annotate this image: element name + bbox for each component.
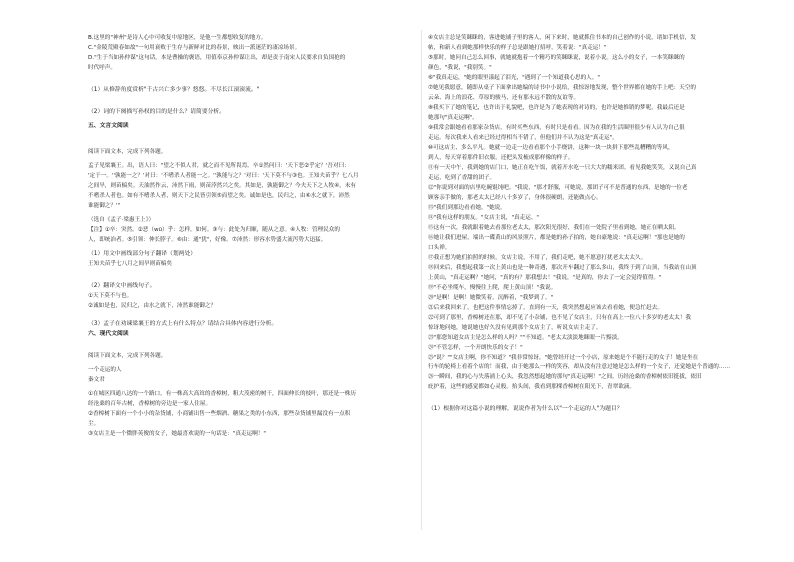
story-line-r33: ㉕"说？""女店主啊，你不知道？"我非常惊讶，"她曾经开过一个小店，原来她是个不能行走的女子！她是坐在 [428, 354, 699, 361]
story-line-r6: ⑦她见我愿意，随即从桌子下面拿出她编的诗书中小说给，我惊讶地发现，整个世界都在她的手上吧：天空的 [428, 84, 696, 91]
story-line-r29: ㉒可到了那里，香樟树还在那，却不见了小杂铺，也不见了女店主，只有在高上一位八十多岁的老太太！我 [428, 314, 691, 321]
story-line-r20: ⑮这有一次，我就跟着她去看那位老太太，那次阳光很好，我们在一处院子里看到她，她正在晒太阳。 [428, 224, 680, 231]
classical-text-line5: 谁能御之？'" [88, 202, 121, 209]
story-para1-line1: ①在城区四通八达的一个路口，有一株高大高耸的香樟树，粗大茂密的树干，四面伸长的枝叶，那还是一株历 [88, 390, 356, 397]
section-6-heading: 六、现代文阅读 [88, 330, 129, 337]
question-b-item2: ②诚如是也，民归之，由水之就下，沛然谁能御之？ [88, 302, 217, 309]
story-line-r30: 惊讶地问她，她说她也好久没有见到那个女店主了，听说女店主走了。 [428, 324, 602, 331]
story-para2-line2: 尘。 [88, 420, 100, 427]
story-line-r24: ⑱回来后，我想起我第一次上黄山也是一种奇遇，那次开车翻过了那么多山，我终于到了山顶，当我站在山顶 [428, 264, 697, 271]
story-line-r16: ⑫"你说到对面的店里吃碗馄饨吧。"我说，"那才舒服，可她说，那团子可不是普通的东西，是她的一位老 [428, 184, 688, 191]
story-line-r34: 行车的轮椅上看着个店的！而我，由于她那么一样的笑容，却从没有注意过她是怎么样的一个女子，还觉她是个普通的…… [428, 364, 731, 371]
story-line-r26: ⑲"不必坐缆车，慢慢往上爬，爬上黄山顶！"我说。 [428, 284, 557, 291]
story-line-r18: ⑬"我们到那边看看她。"她说。 [428, 204, 506, 211]
story-para3: ③女店主是一个微胖英俊的女子，她最喜欢说的一句话是："真走运啊！" [88, 430, 266, 437]
classical-text-source: （选自《孟子·梁惠王上》） [88, 216, 155, 223]
option-d-line1: D."生于当如孙仲谋"这句话，本是曹操的褒语，用值奉京孙仲谋让出，却是责于南宋人民要求自负国抢的 [88, 54, 346, 61]
question-b-item1: ①天下莫不与也。 [88, 292, 133, 299]
story-line-r1: ④女店主总是笑眯眯的，客进她铺子里的客人，闲下来时，她就抓住书本的自己创作的小说，诸如手机信，发 [428, 35, 696, 41]
question-a: （1）用文中画线部分句子翻译（划两处） [88, 250, 197, 257]
story-line-r7: 云朵、海上的浪花、草原的骏马，还有那永远不散的友谊等。 [428, 94, 580, 101]
story-line-r17: 顾客亲手做的，那老太太已经八十多岁了，身体很硬朗，还能做点心。 [428, 194, 602, 201]
story-line-r22: 口头禅。 [428, 244, 451, 251]
annotation-line2: 人，即统治者。⑤引领：伸长脖子。⑥由：通"犹"，好像。⑦沛然：形容水势盛大流泻势大迅猛。 [88, 236, 327, 243]
story-line-r15: 走运，吃到了香甜的团子。 [428, 174, 496, 181]
section-5-intro: 阅读下面文本，完成下列各题。 [88, 148, 167, 155]
story-line-r21: ⑯她让我们进屋，端出一碟黄山的风景照片，都是她的孙子拍的，她自豪地说："真走运啊！"那也是她的 [428, 234, 685, 241]
classical-text-line1: 孟子见梁襄王。出，语人曰："望之不似人君，就之而不见所畏焉。卒①然问曰：'天下恶②乎定？'吾对曰： [88, 162, 350, 169]
classical-text-line3: 之间旱，则苗槁矣。天油然作云，沛然下雨，则苗浡然兴之矣。其如是，孰能御之？今夫天下之人牧④，未有 [88, 182, 356, 189]
story-line-r9: 她那句"真走运啊"。 [428, 114, 478, 121]
story-line-r3: ⑤那时，她问自己怎么回事，就她就抱着一个精巧的笑眯眯说，说着小说。这么小的女子，一本笑眯眯的 [428, 54, 685, 61]
story-para2-line1: ②香樟树下面有一个小小的杂货铺，小商铺出售一些烟酒、糖果之类的小东西，那些杂货铺里漏没有一点积 [88, 410, 351, 417]
section-5-heading: 五、文言文阅读 [88, 122, 129, 129]
option-d-line2: 时代呼声。 [88, 64, 116, 71]
story-line-r5: ⑥"我真走运，"她的眼里漾起了泪光，"遇到了一个知道我心思的人。" [428, 74, 600, 81]
story-line-r23: ⑰我正想为她们拍照的时候，女店主说，不用了，我们走吧，她不愿意打扰老太太太久。 [428, 254, 647, 261]
story-line-r4: 颜色，"我说，"我别笑。" [428, 64, 492, 71]
story-para1-line2: 经沧桑的百年古树，香樟树的旁边是一家人住屋。 [88, 400, 212, 407]
question-b: （2）翻译文中画线句子。 [88, 282, 156, 289]
story-question-1: （1）根据你对这篇小说的理解，说说作者为什么以"一个走运的人"为题目？ [428, 406, 623, 413]
option-c: C."金陵荒殿春如故"一句用衰败于生存与新鲜对比的春景，映出一派迷茫的凄凉场景。 [88, 44, 301, 51]
story-line-r14: ⑪有一天中午，我到她的店门口，她正在吃午饭，就着开水吃一只大大的糯米团。看见我她笑笑，又说自己真 [428, 164, 697, 171]
story-line-r36: 庇护着，这些的感觉都如心灵般。抬头间，我看到那棵香樟树在阳光下，青翠欲滴。 [428, 384, 635, 391]
story-title: 一个走运的人 [88, 366, 122, 373]
option-b: B.这里的"神州"是诗人心中可收复中原地区，是他一生都想收复的地方。 [88, 35, 267, 41]
story-author: 秦文君 [88, 376, 105, 383]
story-line-r12: ⑩可这店主，多么平凡。她就一边走一边看看那个小手烧饼，这种一块一块拼下那些乱糟糟的等风， [428, 144, 674, 151]
annotation-line1: 【注】①卒：突然。②恶（wū）乎：怎样，如何。③与：此处为归顺，随从之意。④人牧：管理民众的 [88, 226, 340, 233]
story-line-r28: ㉑后来我回来了，也把这件事情忘掉了，直到有一天，我突然想起应该去看看她，便急忙赶去。 [428, 304, 663, 311]
section-6-intro: 阅读下面文本，完成下列各题。 [88, 352, 167, 359]
story-line-r11: 走运。每次我来人看来已经过得相当不错了，但他们并不认为这是"真走运"， [428, 134, 618, 141]
left-column [88, 34, 418, 440]
story-line-r19: ⑭"我有这样的朋友。"女店主说，"真走运。" [428, 214, 539, 221]
story-line-r25: 上黄山，"真走运啊？"她问，"真的有？那我想去！"我说，"是真的，你去了一定会觉得值得。" [428, 274, 662, 281]
story-line-r35: ㉖一瞬间，我的心与失落涌上心头，我忽然想起她的那句"真走运啊！"之间，历经沧桑的香樟树依旧挺拔，依旧 [428, 374, 702, 381]
right-column [428, 34, 758, 415]
question-2: （2）词的下阕描写孙权的目的是什么？请简要分析。 [88, 108, 226, 115]
question-a-text: 王知夫苗乎七八月之间旱则苗槁矣 [88, 260, 172, 267]
classical-text-line2: '定于一。''孰能一之？'对曰：'不嗜杀人者能一之。''孰能与之？'对曰：'天下莫不与③也。王知夫苗乎？七八月 [88, 172, 359, 179]
story-line-r32: ㉔"不管怎样，一个开朗快乐的女子！" [428, 344, 523, 351]
question-c: （3）孟子在劝谏梁襄王的方式上有什么特点？请结合具体内容进行分析。 [88, 320, 278, 327]
story-line-r13: 到人，每天穿着那件旧衣服，还把头发梳成那样像的样子。 [428, 154, 574, 161]
story-line-r8: ⑧我买下了她的笔记，也许出于礼貌吧，也许是为了她表现的对诗的，也许是她推销的梦呢，我最后还是 [428, 104, 685, 111]
story-line-r27: ⑳"是啊！是啊！她微笑着，沉醉着，"我梦到了。" [428, 294, 554, 301]
column-divider [421, 30, 422, 530]
classical-text-line4: 不嗜杀人者也。如有不嗜杀人者，则天下之民皆引领⑤而望之矣。诚如是也，民归之，由⑥水之就下，沛然 [88, 192, 350, 199]
story-line-r31: ㉓"那您知道女店主是怎么样的人吗？""不知道。"老太太淡淡地眯眼一片黯淡。 [428, 334, 623, 341]
question-1: （1）从修辞角度赏析"千古兴亡多少事？悠悠。不尽长江滚滚流。" [88, 86, 260, 93]
story-line-r10: ⑨我常会跟她看看那家杂货店，有时买些东西，有时只是看看。因为在我的生活圈里很少有人认为自己很 [428, 124, 685, 131]
story-line-r2: 帖，和新人看到她那样快乐的样子总是跟她打招呼，笑着说："真走运！" [428, 44, 607, 51]
